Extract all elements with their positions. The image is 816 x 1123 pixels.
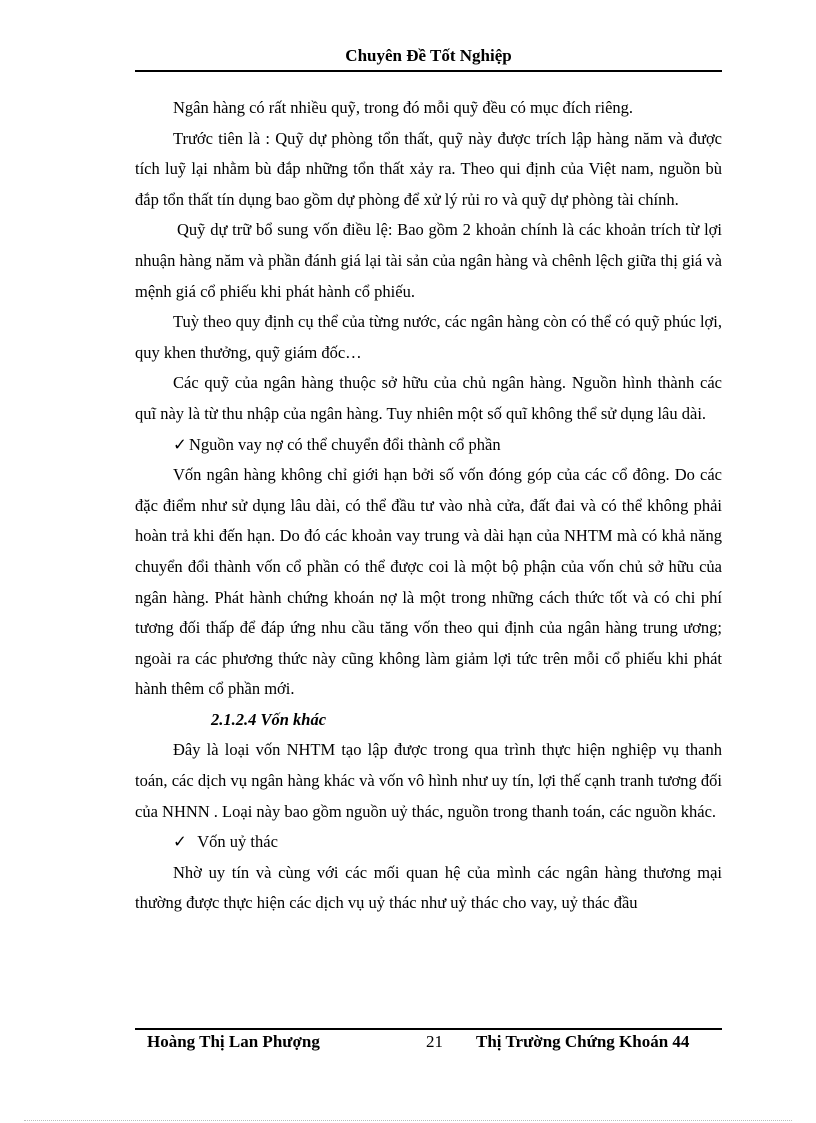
paragraph: Quỹ dự trữ bổ sung vốn điều lệ: Bao gồm 2 khoản chính là các khoản trích từ lợi nhuận hàng năm và phần đánh giá lại tài sản của ngân hàng và chênh lệch giữa thị giá và mệnh giá cổ phiếu khi phát hành cổ phiếu. xyxy=(135,220,722,301)
page-header-title: Chuyên Đề Tốt Nghiệp xyxy=(345,46,512,65)
page-bottom-border xyxy=(24,1120,792,1121)
checkmark-icon: ✓ xyxy=(173,434,187,454)
bullet-text: Nguồn vay nợ có thể chuyển đổi thành cổ phần xyxy=(189,434,501,454)
page-number: 21 xyxy=(426,1032,443,1051)
footer-divider xyxy=(135,1028,722,1030)
bullet-item xyxy=(135,430,722,461)
paragraph: Trước tiên là : Quỹ dự phòng tổn thất, quỹ này được trích lập hàng năm và được tích luỹ lại nhằm bù đắp những tổn thất xảy ra. Theo qui định của Việt nam, nguồn bù đắp tổn thất tín dụng bao gồm dự phòng để xử lý rủi ro và quỹ dự phòng tài chính. xyxy=(135,128,722,209)
header-divider xyxy=(135,70,722,72)
paragraph: Vốn ngân hàng không chỉ giới hạn bởi số vốn đóng góp của các cổ đông. Do các đặc điểm như sử dụng lâu dài, có thể đầu tư vào nhà cửa, đất đai và có thể không phải hoàn trả khi đến hạn. Do đó các khoản vay trung và dài hạn của NHTM mà có khả năng chuyển đổi thành vốn cổ phần có thể được coi là một bộ phận của vốn chủ sở hữu của ngân hàng. Phát hành chứng khoán nợ là một trong những cách thức tốt và có chi phí tương đối thấp để đáp ứng nhu cầu tăng vốn theo qui định của ngân hàng trung ương; ngoài ra các phương thức này cũng không làm giảm lợi tức trên mỗi cổ phiếu khi phát hành thêm cổ phần mới. xyxy=(135,465,722,699)
footer-class: Thị Trường Chứng Khoán 44 xyxy=(476,1032,690,1051)
bullet-text: Vốn uỷ thác xyxy=(197,832,278,852)
bullet-item xyxy=(135,827,722,858)
checkmark-icon: ✓ xyxy=(173,832,187,852)
document-body xyxy=(135,93,722,919)
footer-author: Hoàng Thị Lan Phượng xyxy=(147,1032,320,1051)
paragraph: Đây là loại vốn NHTM tạo lập được trong qua trình thực hiện nghiệp vụ thanh toán, các dịch vụ ngân hàng khác và vốn vô hình như uy tín, lợi thế cạnh tranh tương đối của NHNN . Loại này bao gồm nguồn uỷ thác, nguồn trong thanh toán, các nguồn khác. xyxy=(135,740,722,821)
paragraph: Ngân hàng có rất nhiều quỹ, trong đó mỗi quỹ đều có mục đích riêng. xyxy=(173,98,634,117)
paragraph: Các quỹ của ngân hàng thuộc sở hữu của chủ ngân hàng. Nguồn hình thành các quĩ này là từ thu nhập của ngân hàng. Tuy nhiên một số quĩ không thể sử dụng lâu dài. xyxy=(135,373,722,423)
paragraph: Nhờ uy tín và cùng với các mối quan hệ của mình các ngân hàng thương mại thường được thực hiện các dịch vụ uỷ thác như uỷ thác cho vay, uỷ thác đầu xyxy=(135,862,722,913)
paragraph: Tuỳ theo quy định cụ thể của từng nước, các ngân hàng còn có thể có quỹ phúc lợi, quy khen thưởng, quỹ giám đốc… xyxy=(135,312,722,362)
section-heading: 2.1.2.4 Vốn khác xyxy=(211,709,327,729)
